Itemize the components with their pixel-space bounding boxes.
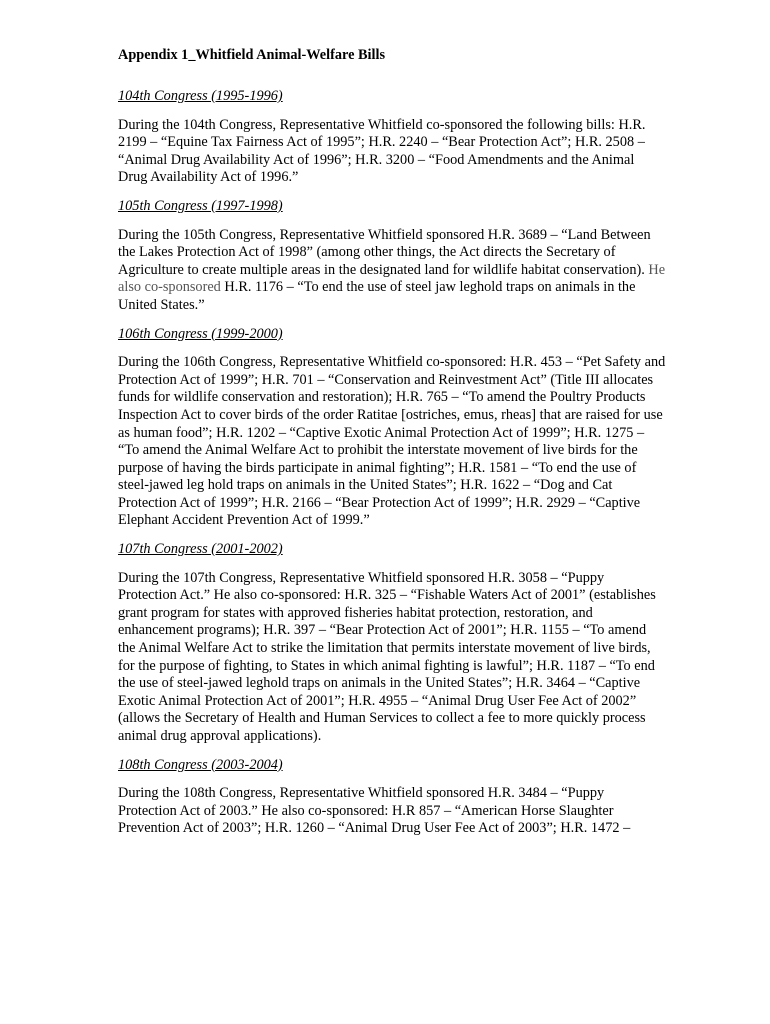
section-body: During the 104th Congress, Representative Whitfield co-sponsored the following bills: H.R. 2199 – “Equine Tax Fairness Act of 1995”; H.R. 2240 – “Bear Protection Act”; H.R. 2508 – “Animal Drug Availability Act of 1996”; H.R. 3200 – “Food Amendments and the Animal Drug Availability Act of 1996.” <box>118 116 646 186</box>
section-body: During the 107th Congress, Representative Whitfield sponsored H.R. 3058 – “Puppy Protection Act.” He also co-sponsored: H.R. 325 – “Fishable Waters Act of 2001” (establishes grant program for states with approved fisheries habitat protection, restoration, and enhancement programs); H.R. 397 – “Bear Protection Act of 2001”; H.R. 1155 – “To amend the Animal Welfare Act to strike the limitation that permits interstate movement of live birds, for the purpose of fighting, to States in which animal fighting is lawful”; H.R. 1187 – “To end the use of steel-jawed leghold traps on animals in the United States”; H.R. 3464 – “Captive Exotic Animal Protection Act of 2001”; H.R. 4955 – “Animal Drug User Fee Act of 2002” (allows the Secretary of Health and Human Services to collect a fee to more quickly process animal drug approval applications). <box>118 569 656 744</box>
document-title: Appendix 1_Whitfield Animal-Welfare Bills <box>118 47 386 63</box>
section-body: During the 106th Congress, Representative Whitfield co-sponsored: H.R. 453 – “Pet Safety and Protection Act of 1999”; H.R. 701 – “Conservation and Reinvestment Act” (Title III allocates funds for wildlife conservation and restoration); H.R. 765 – “To amend the Poultry Products Inspection Act to cover birds of the order Ratitae [ostriches, emus, rheas] that are raised for use as human food”; H.R. 1202 – “Captive Exotic Animal Protection Act of 1999”; H.R. 1275 – “To amend the Animal Welfare Act to prohibit the interstate movement of live birds for the purpose of having the birds participate in animal fighting”; H.R. 1581 – “To end the use of steel-jawed leg hold traps on animals in the United States”; H.R. 1622 – “Dog and Cat Protection Act of 1999”; H.R. 2166 – “Bear Protection Act of 1999”; H.R. 2929 – “Captive Elephant Accident Prevention Act of 1999.” <box>118 354 666 529</box>
section-heading: 107th Congress (2001-2002) <box>118 541 283 558</box>
section-heading: 106th Congress (1999-2000) <box>118 325 283 342</box>
section-body: During the 108th Congress, Representative Whitfield sponsored H.R. 3484 – “Puppy Protection Act of 2003.” He also co-sponsored: H.R 857 – “American Horse Slaughter Prevention Act of 2003”; H.R. 1260 – “Animal Drug User Fee Act of 2003”; H.R. 1472 – <box>118 785 631 837</box>
section-108th-congress <box>118 757 666 838</box>
section-107th-congress <box>118 541 666 746</box>
section-heading: 108th Congress (2003-2004) <box>118 756 283 773</box>
section-body-text: H.R. 1176 – “To end the use of steel jaw leghold traps on animals in the United States.” <box>118 279 636 313</box>
section-body-highlight: He also co-sponsored <box>118 261 666 296</box>
section-body <box>118 227 666 315</box>
section-body-text: During the 105th Congress, Representative Whitfield sponsored H.R. 3689 – “Land Between the Lakes Protection Act of 1998” (among other things, the Act directs the Secretary of Agriculture to create multiple areas in the designated land for wildlife habitat conservation). <box>118 226 651 278</box>
section-105th-congress <box>118 198 666 315</box>
section-heading: 105th Congress (1997-1998) <box>118 197 283 214</box>
section-104th-congress <box>118 88 666 187</box>
section-106th-congress <box>118 326 666 531</box>
section-heading: 104th Congress (1995-1996) <box>118 88 283 104</box>
document-page <box>118 46 666 849</box>
